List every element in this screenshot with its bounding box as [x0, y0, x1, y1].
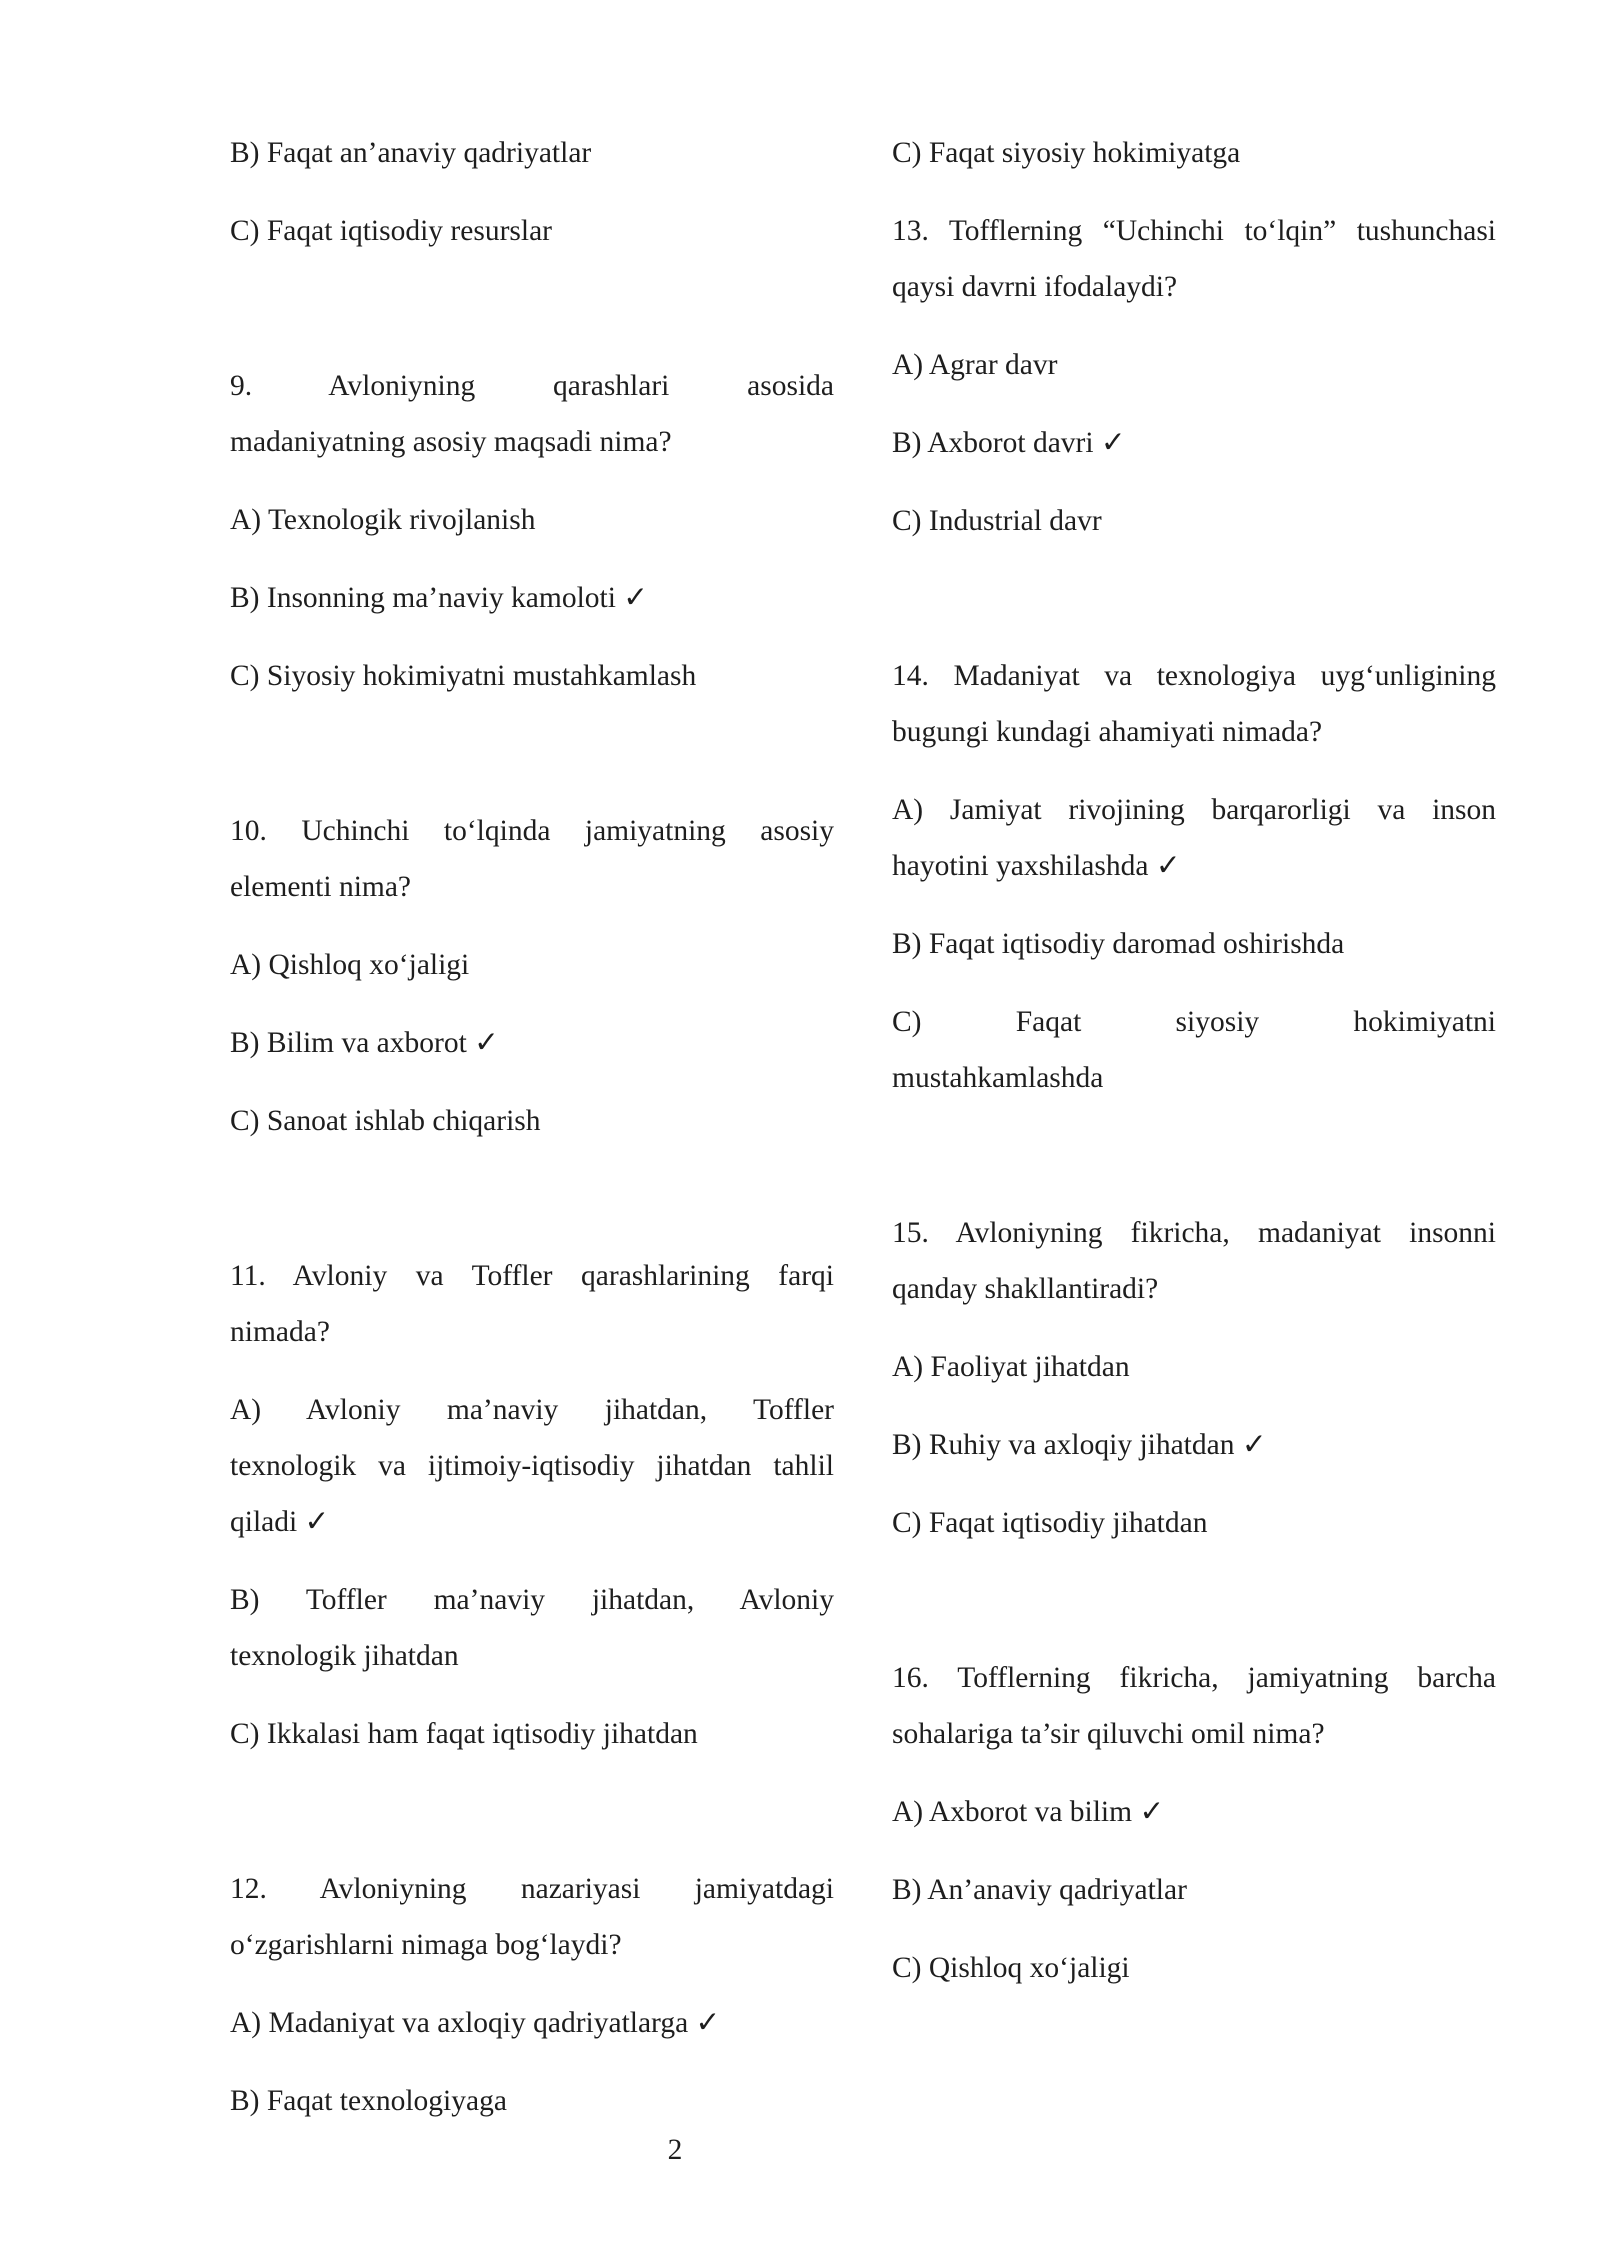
- question-14-line-2: bugungi kundagi ahamiyati nimada?: [892, 716, 1323, 748]
- option-14c-line-1: C) Faqat siyosiy hokimiyatni: [892, 1006, 1496, 1038]
- question-13-line-2: qaysi davrni ifodalaydi?: [892, 271, 1178, 303]
- question-9-line-2: madaniyatning asosiy maqsadi nima?: [230, 426, 672, 458]
- option-12a: A) Madaniyat va axloqiy qadriyatlarga ✓: [230, 2007, 721, 2039]
- option-11b-line-1: B) Toffler ma’naviy jihatdan, Avloniy: [230, 1584, 834, 1616]
- option-11a-line-1: A) Avloniy ma’naviy jihatdan, Toffler: [230, 1394, 834, 1426]
- question-10-line-1: 10. Uchinchi to‘lqinda jamiyatning asosiy: [230, 815, 834, 847]
- option-10c: C) Sanoat ishlab chiqarish: [230, 1105, 541, 1137]
- question-16-line-1: 16. Tofflerning fikricha, jamiyatning barcha: [892, 1662, 1496, 1694]
- option-14c-line-2: mustahkamlashda: [892, 1062, 1104, 1094]
- option-13a: A) Agrar davr: [892, 349, 1058, 381]
- option-14a-line-2: hayotini yaxshilashda ✓: [892, 850, 1181, 882]
- question-10-line-2: elementi nima?: [230, 871, 412, 903]
- question-13-line-1: 13. Tofflerning “Uchinchi to‘lqin” tushunchasi: [892, 215, 1496, 247]
- option-15b: B) Ruhiy va axloqiy jihatdan ✓: [892, 1429, 1267, 1461]
- option-8c: C) Faqat iqtisodiy resurslar: [230, 215, 552, 247]
- option-8b: B) Faqat an’anaviy qadriyatlar: [230, 137, 592, 169]
- option-13b: B) Axborot davri ✓: [892, 427, 1126, 459]
- option-9b: B) Insonning ma’naviy kamoloti ✓: [230, 582, 648, 614]
- question-9-line-1: 9. Avloniyning qarashlari asosida: [230, 370, 834, 402]
- option-16c: C) Qishloq xo‘jaligi: [892, 1952, 1130, 1984]
- option-11a-line-2: texnologik va ijtimoiy-iqtisodiy jihatdan tahlil: [230, 1450, 834, 1482]
- question-15-line-1: 15. Avloniyning fikricha, madaniyat insonni: [892, 1217, 1496, 1249]
- question-15-line-2: qanday shakllantiradi?: [892, 1273, 1159, 1305]
- option-12c: C) Faqat siyosiy hokimiyatga: [892, 137, 1241, 169]
- question-11-line-1: 11. Avloniy va Toffler qarashlarining farqi: [230, 1260, 834, 1292]
- option-16b: B) An’anaviy qadriyatlar: [892, 1874, 1187, 1906]
- question-14-line-1: 14. Madaniyat va texnologiya uyg‘unligining: [892, 660, 1496, 692]
- option-14a-line-1: A) Jamiyat rivojining barqarorligi va inson: [892, 794, 1496, 826]
- option-10a: A) Qishloq xo‘jaligi: [230, 949, 470, 981]
- question-12-line-2: o‘zgarishlarni nimaga bog‘laydi?: [230, 1929, 622, 1961]
- option-13c: C) Industrial davr: [892, 505, 1102, 537]
- question-12-line-1: 12. Avloniyning nazariyasi jamiyatdagi: [230, 1873, 834, 1905]
- option-9a: A) Texnologik rivojlanish: [230, 504, 536, 536]
- option-15c: C) Faqat iqtisodiy jihatdan: [892, 1507, 1208, 1539]
- option-16a: A) Axborot va bilim ✓: [892, 1796, 1165, 1828]
- question-11-line-2: nimada?: [230, 1316, 330, 1348]
- option-9c: C) Siyosiy hokimiyatni mustahkamlash: [230, 660, 697, 692]
- option-14b: B) Faqat iqtisodiy daromad oshirishda: [892, 928, 1345, 960]
- option-11c: C) Ikkalasi ham faqat iqtisodiy jihatdan: [230, 1718, 698, 1750]
- option-15a: A) Faoliyat jihatdan: [892, 1351, 1130, 1383]
- page-number: 2: [667, 2134, 683, 2166]
- option-10b: B) Bilim va axborot ✓: [230, 1027, 499, 1059]
- question-16-line-2: sohalariga ta’sir qiluvchi omil nima?: [892, 1718, 1325, 1750]
- option-11a-line-3: qiladi ✓: [230, 1506, 330, 1538]
- option-12b: B) Faqat texnologiyaga: [230, 2085, 507, 2117]
- option-11b-line-2: texnologik jihatdan: [230, 1640, 459, 1672]
